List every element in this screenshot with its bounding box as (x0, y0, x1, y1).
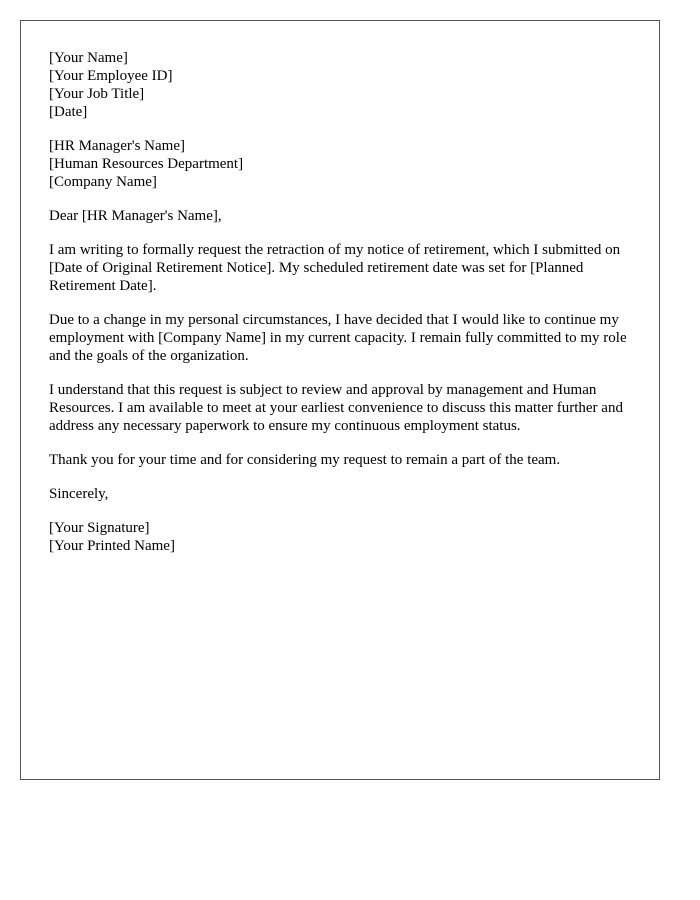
body-paragraph-4: Thank you for your time and for considering my request to remain a part of the team. (49, 452, 561, 468)
body-paragraph-1: I am writing to formally request the retraction of my notice of retirement, which I submitted on [Date of Original Retirement Notice]. My scheduled retirement date was set for [Planned Retirement Date]. (49, 242, 621, 294)
signature-block (49, 519, 639, 555)
salutation: Dear [HR Manager's Name], (49, 208, 222, 224)
sender-name: [Your Name] (49, 50, 128, 66)
sender-block (49, 49, 639, 121)
recipient-company: [Company Name] (49, 174, 157, 190)
recipient-department: [Human Resources Department] (49, 156, 244, 172)
letter-content (49, 49, 639, 571)
sender-job-title: [Your Job Title] (49, 86, 145, 102)
body-paragraph-2: Due to a change in my personal circumstances, I have decided that I would like to continue my employment with [Company Name] in my current capacity. I remain fully committed to my role and the goals of the organization. (49, 312, 627, 364)
recipient-name: [HR Manager's Name] (49, 138, 185, 154)
signature: [Your Signature] (49, 520, 150, 536)
letter-page (20, 20, 660, 780)
sender-employee-id: [Your Employee ID] (49, 68, 173, 84)
body-paragraph-3: I understand that this request is subject to review and approval by management and Human Resources. I am available to meet at your earliest convenience to discuss this matter further and address any necessary paperwork to ensure my continuous employment status. (49, 382, 623, 434)
printed-name: [Your Printed Name] (49, 538, 175, 554)
recipient-block (49, 137, 639, 191)
letter-date: [Date] (49, 104, 88, 120)
closing: Sincerely, (49, 486, 109, 502)
